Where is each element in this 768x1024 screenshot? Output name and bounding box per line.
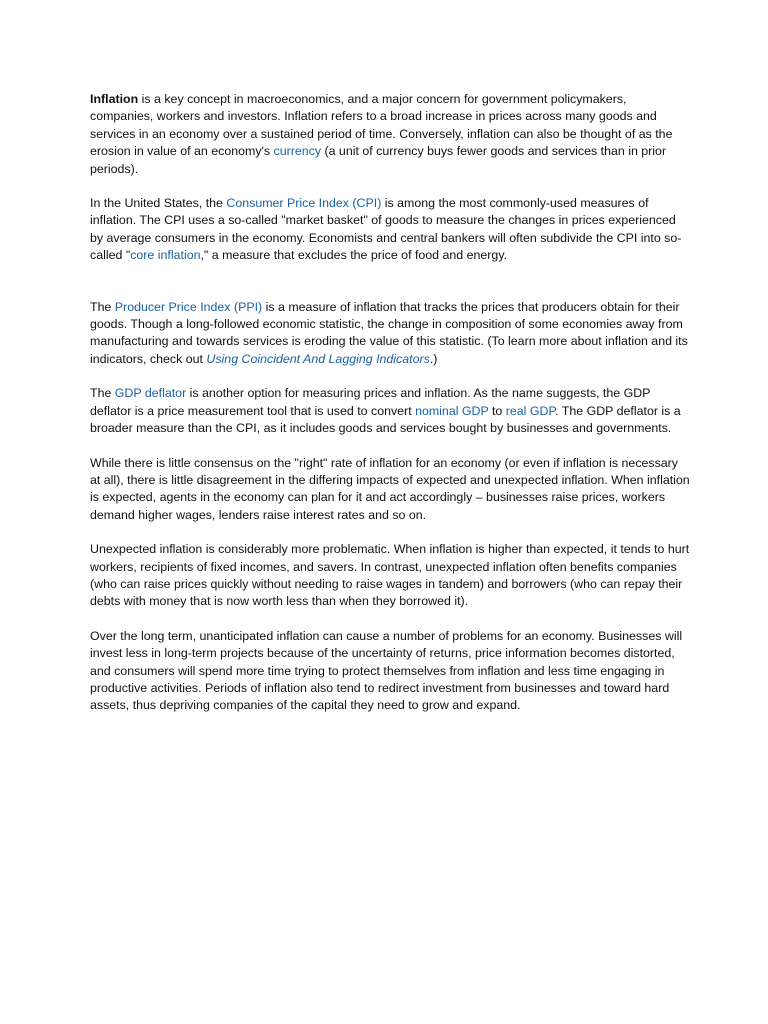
link-consumer-price-index[interactable]: Consumer Price Index (CPI) bbox=[226, 196, 382, 211]
link-real-gdp[interactable]: real GDP bbox=[505, 403, 556, 418]
paragraph-gdp-deflator bbox=[90, 385, 690, 437]
link-currency[interactable]: currency bbox=[273, 144, 322, 159]
paragraph-text: is among the most commonly-used measures of inflation. The CPI uses a so-called "market basket" of goods to measure the changes in prices experienced by average consumers in the economy. Economists and central bankers will often subdivide the CPI into so-called " bbox=[90, 196, 682, 263]
paragraph-expected-inflation: While there is little consensus on the "right" rate of inflation for an economy (or even if inflation is necessary at all), there is little disagreement in the differing impacts of expected and unexpected inflation. When inflation is expected, agents in the economy can plan for it and act accordingly – businesses raise prices, workers demand higher wages, lenders raise interest rates and so on. bbox=[90, 455, 690, 522]
paragraph-ppi bbox=[90, 299, 690, 369]
paragraph-text: is a measure of inflation that tracks the prices that producers obtain for their goods. Though a long-followed economic statistic, the change in composition of some economies away from manufacturing and towards services is eroding the value of this statistic. (To learn more about inflation and its indicators, check out bbox=[90, 299, 688, 366]
paragraph-intro bbox=[90, 91, 690, 178]
paragraph-text: ," a measure that excludes the price of food and energy. bbox=[200, 248, 508, 263]
paragraph-text: . The GDP deflator is a broader measure than the CPI, as it includes goods and services bought by businesses and governments. bbox=[90, 403, 681, 436]
paragraph-long-term: Over the long term, unanticipated inflation can cause a number of problems for an economy. Businesses will invest less in long-term projects because of the uncertainty of returns, price information becomes distorted, and consumers will spend more time trying to protect themselves from inflation and less time engaging in productive activities. Periods of inflation also tend to redirect investment from businesses and toward hard assets, thus depriving companies of the capital they need to grow and expand. bbox=[90, 628, 683, 713]
link-coincident-lagging-indicators[interactable]: Using Coincident And Lagging Indicators bbox=[206, 351, 430, 366]
document-page bbox=[90, 91, 690, 732]
paragraph-text: is a key concept in macroeconomics, and a major concern for government policymakers, companies, workers and investors. Inflation refers to a broad increase in prices across many goods and services in an economy over a sustained period of time. Conversely, inflation can also be thought of as the erosion in value of an economy's bbox=[90, 92, 673, 159]
paragraph-text: .) bbox=[429, 351, 438, 366]
term-inflation: Inflation bbox=[90, 92, 139, 106]
paragraph-cpi bbox=[90, 195, 690, 265]
paragraph-text: The bbox=[90, 386, 115, 401]
link-core-inflation[interactable]: core inflation bbox=[130, 248, 201, 263]
paragraph-unexpected-inflation: Unexpected inflation is considerably more problematic. When inflation is higher than expected, it tends to hurt workers, recipients of fixed incomes, and savers. In contrast, unexpected inflation often benefits companies (who can raise prices quickly without needing to raise wages in tandem) and borrowers (who can repay their debts with money that is now worth less than when they borrowed it). bbox=[90, 542, 690, 609]
paragraph-text: is another option for measuring prices and inflation. As the name suggests, the GDP deflator is a price measurement tool that is used to convert bbox=[90, 386, 651, 418]
paragraph-text: to bbox=[488, 403, 506, 418]
link-producer-price-index[interactable]: Producer Price Index (PPI) bbox=[114, 299, 263, 314]
link-nominal-gdp[interactable]: nominal GDP bbox=[415, 403, 489, 418]
paragraph-text: (a unit of currency buys fewer goods and services than in prior periods). bbox=[90, 144, 667, 176]
paragraph-text: In the United States, the bbox=[90, 196, 227, 211]
link-gdp-deflator[interactable]: GDP deflator bbox=[114, 386, 187, 401]
paragraph-text: The bbox=[90, 299, 115, 314]
